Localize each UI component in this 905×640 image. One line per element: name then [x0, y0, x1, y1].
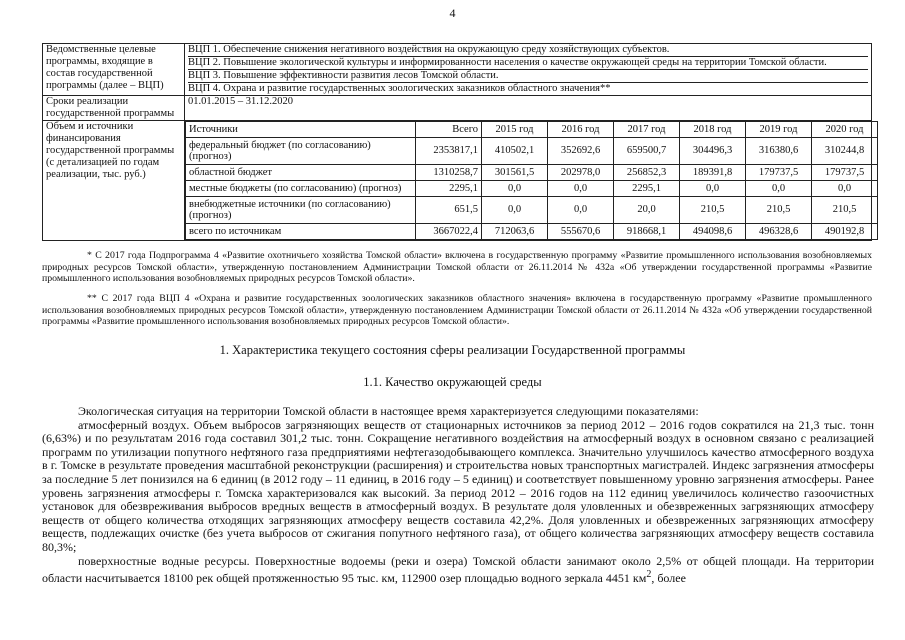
program-item: ВЦП 2. Повышение экологической культуры и информированности населения о качестве окружающей среды на территории Томской области.: [188, 57, 868, 70]
header-cell: 2015 год: [482, 122, 548, 138]
value-cell: 410502,1: [482, 138, 548, 165]
finance-cell: [185, 121, 872, 241]
table-row: [186, 224, 878, 240]
value-cell: 918668,1: [614, 224, 680, 240]
value-cell: 256852,3: [614, 165, 680, 181]
period-value: 01.01.2015 – 31.12.2020: [185, 96, 872, 121]
finance-header-row: [186, 122, 878, 138]
header-cell: Всего: [416, 122, 482, 138]
value-cell: 0,0: [746, 181, 812, 197]
value-cell: 179737,5: [746, 165, 812, 181]
source-cell: местные бюджеты (по согласованию) (прогноз): [186, 181, 416, 197]
value-cell: 0,0: [482, 197, 548, 224]
page-number: 4: [449, 6, 456, 20]
table-row: [186, 138, 878, 165]
program-item: ВЦП 4. Охрана и развитие государственных зоологических заказников областного значения**: [188, 83, 611, 94]
value-cell: 712063,6: [482, 224, 548, 240]
table-row: [186, 181, 878, 197]
period-label: Сроки реализации государственной программы: [43, 96, 185, 121]
source-cell: областной бюджет: [186, 165, 416, 181]
value-cell: 210,5: [812, 197, 878, 224]
section-title: 1. Характеристика текущего состояния сферы реализации Государственной программы: [219, 343, 686, 357]
programs-list: [185, 44, 872, 96]
source-cell: всего по источникам: [186, 224, 416, 240]
programs-label: Ведомственные целевые программы, входящие в состав государственной программы (далее – ВЦП): [43, 44, 185, 96]
period-row: [43, 96, 872, 121]
header-cell: 2020 год: [812, 122, 878, 138]
finance-label: Объем и источники финансирования государственной программы (с детализацией по годам реализации, тыс. руб.): [43, 121, 185, 241]
source-cell: внебюджетные источники (по согласованию) (прогноз): [186, 197, 416, 224]
value-cell: 659500,7: [614, 138, 680, 165]
value-cell: 189391,8: [680, 165, 746, 181]
value-cell: 20,0: [614, 197, 680, 224]
header-cell: Источники: [186, 122, 416, 138]
value-cell: 316380,6: [746, 138, 812, 165]
value-cell: 301561,5: [482, 165, 548, 181]
value-cell: 0,0: [548, 181, 614, 197]
value-cell: 210,5: [746, 197, 812, 224]
body-text: [42, 405, 874, 586]
value-cell: 352692,6: [548, 138, 614, 165]
value-cell: 494098,6: [680, 224, 746, 240]
table-row: [186, 197, 878, 224]
value-cell: 651,5: [416, 197, 482, 224]
table-row: [186, 165, 878, 181]
footnote-2: ** С 2017 года ВЦП 4 «Охрана и развитие государственных зоологических заказников областного значения» включена в государственную программу «Развитие промышленного использования возобновляемых природных ресурсов Томской области», утвержденную постановлением Администрации Томской области от 26.11.2014 № 432а «Об утверждении государственной программы «Развитие промышленного использования возобновляемых природных ресурсов Томской области».: [42, 293, 872, 327]
value-cell: 490192,8: [812, 224, 878, 240]
program-item: ВЦП 3. Повышение эффективности развития лесов Томской области.: [188, 70, 868, 83]
footnote-1: * С 2017 года Подпрограмма 4 «Развитие охотничьего хозяйства Томской области» включена в государственную программу «Развитие промышленного использования возобновляемых природных ресурсов Томской области», утвержденную постановлением Администрации Томской области от 26.11.2014 № 432а «Об утверждении государственной программы «Развитие промышленного использования возобновляемых природных ресурсов Томской области».: [42, 250, 872, 284]
value-cell: 0,0: [548, 197, 614, 224]
value-cell: 496328,6: [746, 224, 812, 240]
paragraph: атмосферный воздух. Объем выбросов загрязняющих веществ от стационарных источников за период 2012 – 2016 годов сократился на 21,3 тыс. тонн (6,63%) и по результатам 2016 года составил 301,2 тыс. тонн. Сокращение негативного воздействия на атмосферный воздух в основном связано с реализацией программ по утилизации попутного нефтяного газа предприятиями нефтегазодобывающего комплекса. Значительно улучшилось качество атмосферного воздуха в г. Томске в результате проведения масштабной реконструкции (расширения) и строительства новых транспортных магистралей. Индекс загрязнения атмосферы за последние 5 лет понизился на 6 единиц (в 2012 году – 11 единиц, в 2016 году – 5 единиц) и соответствует повышенному уровню загрязнения атмосферы. Ранее уровень загрязнения атмосферы г. Томска характеризовался как высокий. За период 2012 – 2016 годов на 112 единиц увеличилось количество газоочистных установок для обезвреживания выбросов вредных веществ в атмосферный воздух. В результате доля уловленных и обезвреженных загрязняющих атмосферу веществ от общего количества отходящих загрязняющих атмосферу веществ составила 42,2%. Доля уловленных и обезвреженных загрязняющих атмосферу веществ, подлежащих очистке (без учета выбросов от сжигания попутного нефтяного газа), от общего количества загрязняющих атмосферу веществ составила 80,3%;: [42, 417, 874, 554]
value-cell: 310244,8: [812, 138, 878, 165]
value-cell: 2295,1: [416, 181, 482, 197]
header-cell: 2017 год: [614, 122, 680, 138]
header-cell: 2019 год: [746, 122, 812, 138]
value-cell: 2295,1: [614, 181, 680, 197]
program-item: ВЦП 1. Обеспечение снижения негативного воздействия на окружающую среду хозяйствующих субъектов.: [188, 44, 868, 57]
value-cell: 1310258,7: [416, 165, 482, 181]
finance-row: [43, 121, 872, 241]
value-cell: 0,0: [812, 181, 878, 197]
value-cell: 0,0: [680, 181, 746, 197]
value-cell: 2353817,1: [416, 138, 482, 165]
subsection-title: 1.1. Качество окружающей среды: [363, 375, 542, 389]
header-cell: 2018 год: [680, 122, 746, 138]
value-cell: 555670,6: [548, 224, 614, 240]
passport-table: [42, 43, 872, 241]
value-cell: 304496,3: [680, 138, 746, 165]
value-cell: 0,0: [482, 181, 548, 197]
value-cell: 202978,0: [548, 165, 614, 181]
paragraph: Экологическая ситуация на территории Томской области в настоящее время характеризуется следующими показателями:: [78, 404, 699, 418]
source-cell: федеральный бюджет (по согласованию) (прогноз): [186, 138, 416, 165]
value-cell: 3667022,4: [416, 224, 482, 240]
finance-table: [185, 121, 878, 240]
header-cell: 2016 год: [548, 122, 614, 138]
value-cell: 210,5: [680, 197, 746, 224]
value-cell: 179737,5: [812, 165, 878, 181]
programs-row: [43, 44, 872, 96]
paragraph: поверхностные водные ресурсы. Поверхностные водоемы (реки и озера) Томской области занимают около 2,5% от общей площади. На территории области насчитывается 18100 рек общей протяженностью 95 тыс. км, 112900 озер площадью водного зеркала 4451 $км^2$, более: [42, 553, 874, 586]
